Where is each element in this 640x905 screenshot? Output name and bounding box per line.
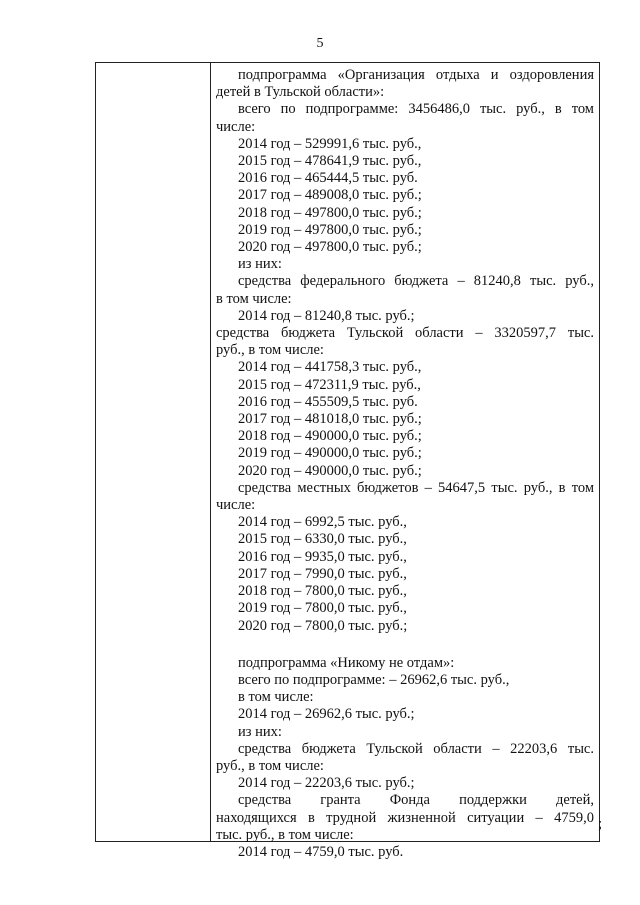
sub2-grant-year-2014: 2014 год – 4759,0 тыс. руб.	[238, 843, 404, 860]
sub1-title-cont: детей в Тульской области»:	[216, 84, 385, 101]
sub1-regional-year-2019: 2019 год – 490000,0 тыс. руб.;	[238, 445, 422, 462]
sub1-regional-year-2017: 2017 год – 481018,0 тыс. руб.;	[238, 411, 422, 428]
sub2-grant-cont2: тыс. руб., в том числе:	[216, 826, 354, 843]
sub1-local: средства местных бюджетов – 54647,5 тыс. руб., в том	[238, 479, 594, 496]
sub1-total: всего по подпрограмме: 3456486,0 тыс. руб., в том	[238, 101, 594, 118]
sub2-regional: средства бюджета Тульской области – 22203,6 тыс.	[238, 740, 594, 757]
sub1-local-cont: числе:	[216, 497, 256, 514]
sub1-regional-year-2014: 2014 год – 441758,3 тыс. руб.,	[238, 359, 422, 376]
sub1-federal-cont: в том числе:	[216, 290, 292, 307]
sub1-year-2017: 2017 год – 489008,0 тыс. руб.;	[238, 187, 422, 204]
sub1-regional-year-2015: 2015 год – 472311,9 тыс. руб.,	[238, 376, 421, 393]
sub2-total: всего по подпрограмме: – 26962,6 тыс. руб.,	[238, 671, 510, 688]
sub1-regional-year-2020: 2020 год – 490000,0 тыс. руб.;	[238, 462, 422, 479]
sub1-regional-year-2018: 2018 год – 490000,0 тыс. руб.;	[238, 428, 422, 445]
sub2-total-cont: в том числе:	[238, 689, 314, 706]
sub1-regional: средства бюджета Тульской области – 3320597,7 тыс.	[216, 325, 594, 342]
sub1-of-them: из них:	[238, 256, 282, 273]
sub2-of-them: из них:	[238, 723, 282, 740]
sub2-total-year-2014: 2014 год – 26962,6 тыс. руб.;	[238, 706, 415, 723]
sub2-regional-year-2014: 2014 год – 22203,6 тыс. руб.;	[238, 775, 415, 792]
sub1-regional-cont: руб., в том числе:	[216, 342, 324, 359]
sub1-federal-year-2014: 2014 год – 81240,8 тыс. руб.;	[238, 307, 415, 324]
trailing-semicolon: ;	[598, 816, 603, 832]
sub2-grant: средства гранта Фонда поддержки детей,	[238, 792, 594, 809]
sub1-local-year-2019: 2019 год – 7800,0 тыс. руб.,	[238, 600, 407, 617]
sub1-title: подпрограмма «Организация отдыха и оздоровления	[238, 67, 594, 83]
sub1-year-2015: 2015 год – 478641,9 тыс. руб.,	[238, 153, 422, 170]
sub2-title: подпрограмма «Никому не отдам»:	[238, 654, 455, 671]
sub1-local-year-2018: 2018 год – 7800,0 тыс. руб.,	[238, 583, 407, 600]
column-divider	[210, 63, 211, 841]
sub1-year-2018: 2018 год – 497800,0 тыс. руб.;	[238, 204, 422, 221]
sub1-year-2020: 2020 год – 497800,0 тыс. руб.;	[238, 239, 422, 256]
funding-cell	[216, 67, 594, 861]
sub1-federal: средства федерального бюджета – 81240,8 тыс. руб.,	[238, 273, 594, 290]
sub1-local-year-2016: 2016 год – 9935,0 тыс. руб.,	[238, 548, 407, 565]
sub1-year-2019: 2019 год – 497800,0 тыс. руб.;	[238, 221, 422, 238]
sub1-local-year-2020: 2020 год – 7800,0 тыс. руб.;	[238, 617, 408, 634]
sub1-total-cont: числе:	[216, 118, 256, 135]
sub1-local-year-2014: 2014 год – 6992,5 тыс. руб.,	[238, 514, 407, 531]
sub2-regional-cont: руб., в том числе:	[216, 757, 324, 774]
sub2-grant-cont: находящихся в трудной жизненной ситуации – 4759,0	[216, 809, 594, 826]
sub1-local-year-2017: 2017 год – 7990,0 тыс. руб.,	[238, 565, 407, 582]
sub1-year-2016: 2016 год – 465444,5 тыс. руб.	[238, 170, 418, 187]
sub1-regional-year-2016: 2016 год – 455509,5 тыс. руб.	[238, 393, 418, 410]
table-frame	[95, 62, 603, 860]
sub1-year-2014: 2014 год – 529991,6 тыс. руб.,	[238, 135, 422, 152]
page-number: 5	[316, 36, 324, 51]
sub1-local-year-2015: 2015 год – 6330,0 тыс. руб.,	[238, 531, 407, 548]
section-gap	[216, 635, 594, 655]
